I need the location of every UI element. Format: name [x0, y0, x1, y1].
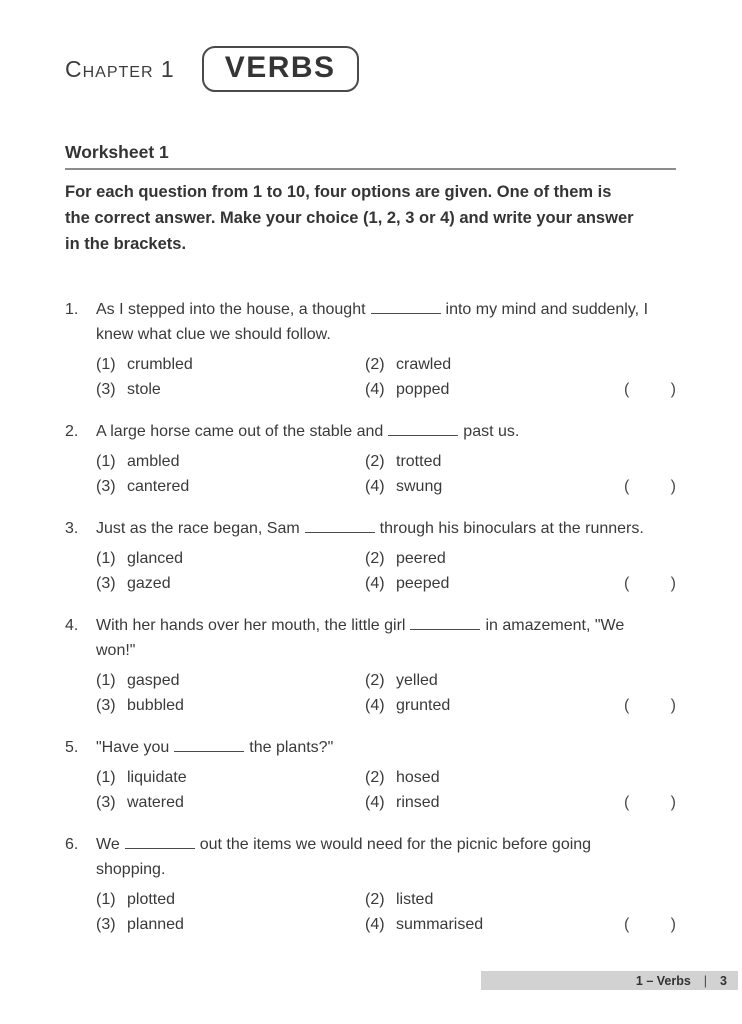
option-number: (2) [365, 550, 385, 567]
option-label: rinsed [396, 794, 440, 811]
option-number: (3) [96, 697, 116, 714]
option-4 [365, 377, 624, 402]
spacer [624, 668, 676, 693]
option-number: (4) [365, 794, 385, 811]
footer-section-label: 1 – Verbs [635, 973, 691, 988]
option-label: trotted [396, 453, 442, 470]
option-label: peeped [396, 575, 450, 592]
option-1 [96, 668, 365, 693]
option-2 [365, 887, 624, 912]
instructions-line-3: in the brackets. [65, 235, 187, 253]
question-text-after: the plants?" [249, 739, 334, 756]
option-label: watered [127, 794, 184, 811]
question-body [96, 419, 676, 499]
footer-page-number: 3 [720, 973, 727, 988]
bracket-close: ) [670, 697, 676, 714]
option-label: bubbled [127, 697, 184, 714]
option-number: (1) [96, 453, 116, 470]
option-label: crumbled [127, 356, 193, 373]
option-label: popped [396, 381, 450, 398]
answer-blank [125, 848, 195, 849]
bracket-open: ( [624, 697, 630, 714]
question-text [96, 419, 656, 444]
option-label: swung [396, 478, 443, 495]
option-1 [96, 887, 365, 912]
question-body [96, 613, 676, 718]
option-number: (4) [365, 916, 385, 933]
question-list [65, 297, 676, 937]
bracket-open: ( [624, 916, 630, 933]
answer-blank [371, 313, 441, 314]
spacer [624, 352, 676, 377]
option-label: stole [127, 381, 161, 398]
option-4 [365, 474, 624, 499]
spacer [624, 887, 676, 912]
option-3 [96, 912, 365, 937]
question-2 [65, 419, 676, 499]
question-text-before: A large horse came out of the stable and [96, 423, 384, 440]
bracket-close: ) [670, 575, 676, 592]
option-4 [365, 693, 624, 718]
question-text-after: through his binoculars at the runners. [379, 520, 644, 537]
answer-brackets [624, 377, 676, 402]
question-4 [65, 613, 676, 718]
option-label: plotted [127, 891, 176, 908]
question-number: 2. [65, 423, 79, 440]
options-grid [96, 449, 676, 499]
question-body [96, 297, 676, 402]
question-text-before: With her hands over her mouth, the little girl [96, 617, 406, 634]
option-1 [96, 765, 365, 790]
answer-blank [305, 532, 375, 533]
option-number: (4) [365, 575, 385, 592]
option-number: (4) [365, 697, 385, 714]
option-2 [365, 765, 624, 790]
question-text [96, 832, 656, 882]
bracket-close: ) [670, 381, 676, 398]
question-number: 5. [65, 739, 79, 756]
option-number: (3) [96, 478, 116, 495]
option-number: (2) [365, 891, 385, 908]
options-grid [96, 668, 676, 718]
instructions-line-1: For each question from 1 to 10, four options are given. One of them is [65, 183, 612, 201]
options-grid [96, 352, 676, 402]
bracket-open: ( [624, 478, 630, 495]
worksheet-title: Worksheet 1 [65, 142, 676, 170]
option-number: (2) [365, 356, 385, 373]
question-body [96, 735, 676, 815]
answer-blank [410, 629, 480, 630]
option-label: hosed [396, 769, 440, 786]
question-text [96, 297, 656, 347]
option-label: yelled [396, 672, 438, 689]
question-number: 4. [65, 617, 79, 634]
option-label: planned [127, 916, 184, 933]
option-3 [96, 571, 365, 596]
option-4 [365, 571, 624, 596]
option-2 [365, 546, 624, 571]
option-label: listed [396, 891, 434, 908]
option-number: (3) [96, 916, 116, 933]
question-1 [65, 297, 676, 402]
option-2 [365, 449, 624, 474]
instructions [65, 179, 676, 257]
instructions-line-2: the correct answer. Make your choice (1, 2, 3 or 4) and write your answer [65, 209, 634, 227]
bracket-open: ( [624, 381, 630, 398]
option-label: summarised [396, 916, 484, 933]
option-label: gasped [127, 672, 180, 689]
option-label: liquidate [127, 769, 187, 786]
chapter-title-box: VERBS [202, 46, 359, 92]
option-3 [96, 377, 365, 402]
question-text [96, 735, 656, 760]
option-number: (2) [365, 769, 385, 786]
question-body [96, 516, 676, 596]
answer-brackets [624, 790, 676, 815]
question-text-before: Just as the race began, Sam [96, 520, 300, 537]
bracket-close: ) [670, 794, 676, 811]
option-number: (3) [96, 575, 116, 592]
spacer [624, 765, 676, 790]
option-number: (1) [96, 550, 116, 567]
option-number: (1) [96, 356, 116, 373]
option-2 [365, 352, 624, 377]
question-text-before: We [96, 836, 120, 853]
option-label: grunted [396, 697, 451, 714]
question-text-before: As I stepped into the house, a thought [96, 301, 366, 318]
option-number: (1) [96, 769, 116, 786]
bracket-open: ( [624, 575, 630, 592]
option-number: (2) [365, 672, 385, 689]
option-1 [96, 546, 365, 571]
chapter-label: Chapter 1 [65, 55, 175, 82]
question-text [96, 613, 656, 663]
answer-brackets [624, 474, 676, 499]
options-grid [96, 546, 676, 596]
spacer [624, 546, 676, 571]
option-number: (4) [365, 478, 385, 495]
answer-blank [174, 751, 244, 752]
question-text-after: past us. [463, 423, 520, 440]
option-number: (2) [365, 453, 385, 470]
option-3 [96, 693, 365, 718]
option-number: (3) [96, 381, 116, 398]
question-6 [65, 832, 676, 937]
spacer [624, 449, 676, 474]
bracket-close: ) [670, 916, 676, 933]
option-label: peered [396, 550, 446, 567]
option-1 [96, 449, 365, 474]
option-label: gazed [127, 575, 171, 592]
question-body [96, 832, 676, 937]
option-label: crawled [396, 356, 452, 373]
option-number: (1) [96, 891, 116, 908]
question-3 [65, 516, 676, 596]
option-4 [365, 790, 624, 815]
option-1 [96, 352, 365, 377]
options-grid [96, 887, 676, 937]
option-2 [365, 668, 624, 693]
question-text-after: in amazement, "We won!" [96, 617, 625, 659]
option-number: (1) [96, 672, 116, 689]
page-footer [481, 971, 738, 990]
option-label: glanced [127, 550, 184, 567]
option-label: ambled [127, 453, 180, 470]
option-3 [96, 474, 365, 499]
question-text-after: into my mind and suddenly, I knew what clue we should follow. [96, 301, 649, 343]
bracket-close: ) [670, 478, 676, 495]
option-number: (3) [96, 794, 116, 811]
question-text-after: out the items we would need for the picnic before going shopping. [96, 836, 592, 878]
question-text [96, 516, 656, 541]
options-grid [96, 765, 676, 815]
option-label: cantered [127, 478, 190, 495]
question-number: 3. [65, 520, 79, 537]
question-5 [65, 735, 676, 815]
option-number: (4) [365, 381, 385, 398]
answer-brackets [624, 571, 676, 596]
answer-blank [388, 435, 458, 436]
answer-brackets [624, 693, 676, 718]
question-text-before: "Have you [96, 739, 170, 756]
option-3 [96, 790, 365, 815]
bracket-open: ( [624, 794, 630, 811]
option-4 [365, 912, 624, 937]
question-number: 1. [65, 301, 79, 318]
question-number: 6. [65, 836, 79, 853]
answer-brackets [624, 912, 676, 937]
chapter-header [65, 46, 676, 92]
footer-divider: | [703, 973, 708, 988]
